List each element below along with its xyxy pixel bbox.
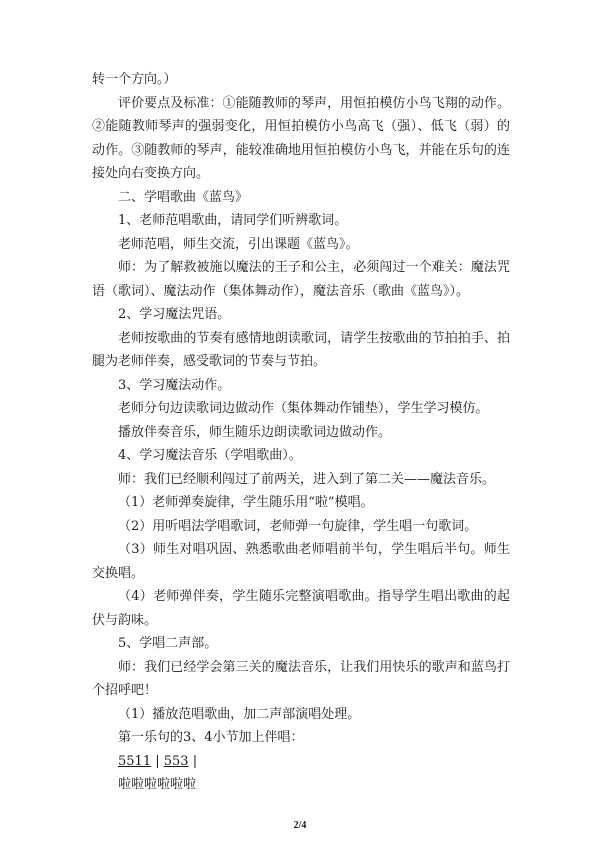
paragraph: 5、学唱二声部。 bbox=[118, 636, 218, 651]
notation-line bbox=[92, 750, 510, 774]
paragraph: （3）师生对唱巩固、熟悉歌曲老师唱前半句，学生唱后半句。师生交换唱。 bbox=[92, 542, 510, 581]
notation-bar-2: 553 bbox=[163, 753, 189, 769]
paragraph: 师：我们已经学会第三关的魔法音乐，让我们用快乐的歌声和蓝鸟打个招呼吧！ bbox=[92, 659, 510, 698]
page-number: 2/4 bbox=[293, 820, 307, 831]
paragraph: 评价要点及标准：①能随教师的琴声，用恒拍模仿小鸟飞翔的动作。②能随教师琴声的强弱变化，用恒拍模仿小鸟高飞（强）、低飞（弱）的动作。③随教师的琴声，能较准确地用恒拍模仿小鸟飞，并能在乐句的连接处向右变换方向。 bbox=[92, 95, 510, 181]
paragraph: 2、学习魔法咒语。 bbox=[118, 307, 231, 322]
notation-separator-1: | bbox=[151, 753, 164, 769]
paragraph: 转一个方向。） bbox=[92, 72, 177, 87]
paragraph: 师：我们已经顺利闯过了前两关，进入到了第二关——魔法音乐。 bbox=[118, 471, 496, 487]
paragraph: （1）老师弹奏旋律，学生随乐用“啦”模唱。 bbox=[118, 495, 374, 510]
paragraph: （2）用听唱法学唱歌词，老师弹一句旋律，学生唱一句歌词。 bbox=[118, 518, 478, 534]
document-body bbox=[92, 68, 510, 797]
notation-separator-2: | bbox=[188, 753, 198, 769]
paragraph: 第一乐句的3、4小节加上伴唱： bbox=[118, 730, 304, 745]
paragraph: 老师按歌曲的节奏有感情地朗读歌词，请学生按歌曲的节拍拍手、拍腿为老师伴奏，感受歌词的节奏与节拍。 bbox=[92, 330, 510, 369]
paragraph: 1、老师范唱歌曲，请同学们听辨歌词。 bbox=[118, 213, 348, 228]
paragraph-list bbox=[92, 68, 510, 750]
paragraph: （4）老师弹伴奏，学生随乐完整演唱歌曲。指导学生唱出歌曲的起伏与韵味。 bbox=[92, 589, 510, 628]
paragraph: 4、学习魔法音乐（学唱歌曲）。 bbox=[118, 448, 302, 463]
paragraph: 二、学唱歌曲《蓝鸟》 bbox=[118, 189, 249, 205]
notation-bar-1: 5511 bbox=[118, 753, 152, 769]
lyric-line: 啦啦啦啦啦啦 bbox=[118, 777, 197, 792]
paragraph: 3、学习魔法动作。 bbox=[118, 377, 231, 393]
paragraph: （1）播放范唱歌曲，加二声部演唱处理。 bbox=[118, 706, 361, 722]
paragraph: 播放伴奏音乐，师生随乐边朗读歌词边做动作。 bbox=[118, 424, 392, 440]
paragraph: 老师分句边读歌词边做动作（集体舞动作铺垫），学生学习模仿。 bbox=[118, 401, 489, 416]
paragraph: 师：为了解救被施以魔法的王子和公主，必须闯过一个难关：魔法咒语（歌词）、魔法动作（集体舞动作），魔法音乐（歌曲《蓝鸟》）。 bbox=[92, 260, 510, 299]
paragraph: 老师范唱，师生交流，引出课题《蓝鸟》。 bbox=[118, 236, 359, 252]
